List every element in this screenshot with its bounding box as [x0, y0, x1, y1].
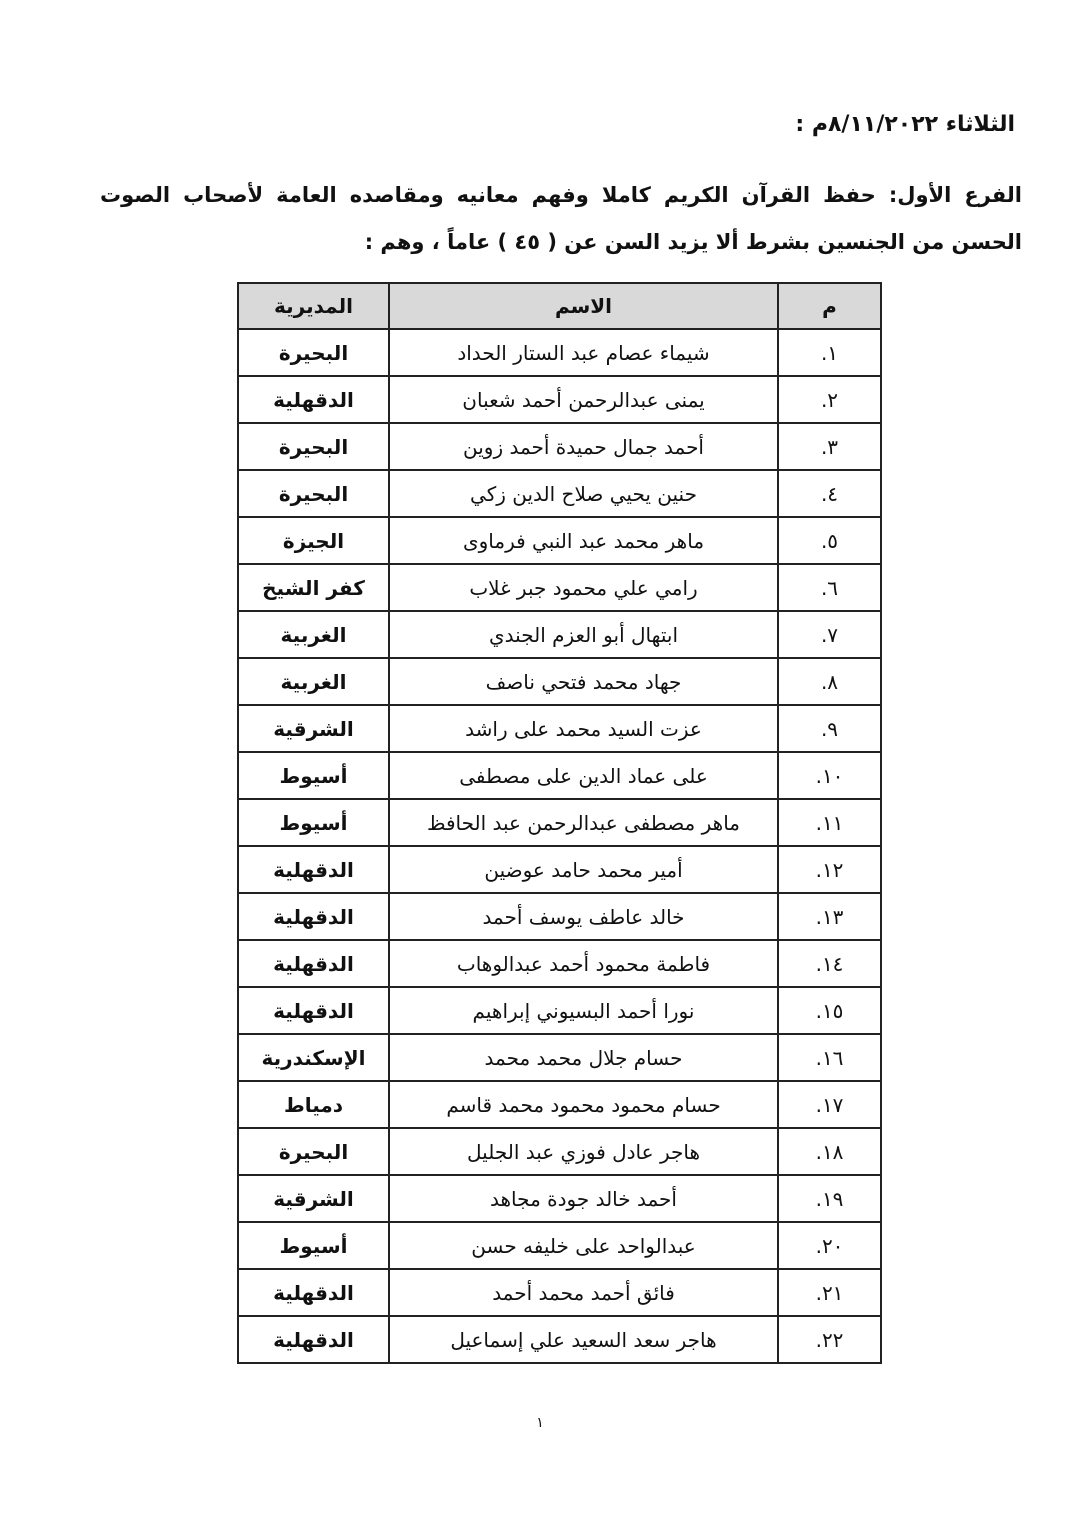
table-row — [238, 1081, 881, 1128]
header-num: م — [778, 283, 881, 329]
row-directorate: البحيرة — [238, 470, 389, 517]
table-row — [238, 1222, 881, 1269]
row-directorate: الدقهلية — [238, 376, 389, 423]
row-directorate: الدقهلية — [238, 940, 389, 987]
row-name: عزت السيد محمد على راشد — [389, 705, 778, 752]
row-directorate: البحيرة — [238, 329, 389, 376]
row-num: ١. — [778, 329, 881, 376]
row-name: ماهر محمد عبد النبي فرماوى — [389, 517, 778, 564]
row-num: ٢١. — [778, 1269, 881, 1316]
intro-paragraph: الفرع الأول: حفظ القرآن الكريم كاملا وفهم معانيه ومقاصده العامة لأصحاب الصوت الحسن من الجنسين بشرط ألا يزيد السن عن ( ٤٥ ) عاماً ، وهم : — [100, 183, 1022, 254]
row-name: عبدالواحد على خليفه حسن — [389, 1222, 778, 1269]
row-name: حسام محمود محمود محمد قاسم — [389, 1081, 778, 1128]
row-num: ٢٢. — [778, 1316, 881, 1363]
header-directorate: المديرية — [238, 283, 389, 329]
row-name: حنين يحيي صلاح الدين زكي — [389, 470, 778, 517]
row-num: ١٦. — [778, 1034, 881, 1081]
table-row — [238, 517, 881, 564]
date-heading: الثلاثاء ٨/١١/٢٠٢٢م : — [795, 112, 1015, 137]
row-directorate: الغربية — [238, 611, 389, 658]
table-row — [238, 376, 881, 423]
row-directorate: أسيوط — [238, 752, 389, 799]
table-row — [238, 752, 881, 799]
row-directorate: الجيزة — [238, 517, 389, 564]
row-num: ١٢. — [778, 846, 881, 893]
table-row — [238, 658, 881, 705]
row-name: حسام جلال محمد محمد — [389, 1034, 778, 1081]
table-row — [238, 705, 881, 752]
table-row — [238, 1269, 881, 1316]
row-name: ماهر مصطفى عبدالرحمن عبد الحافظ — [389, 799, 778, 846]
row-directorate: الدقهلية — [238, 1316, 389, 1363]
row-directorate: أسيوط — [238, 1222, 389, 1269]
participants-table — [237, 282, 882, 1364]
row-num: ٣. — [778, 423, 881, 470]
row-directorate: الشرقية — [238, 1175, 389, 1222]
row-num: ١١. — [778, 799, 881, 846]
row-name: هاجر عادل فوزي عبد الجليل — [389, 1128, 778, 1175]
row-name: جهاد محمد فتحي ناصف — [389, 658, 778, 705]
row-num: ٨. — [778, 658, 881, 705]
table-row — [238, 799, 881, 846]
table-row — [238, 846, 881, 893]
row-name: فائق أحمد محمد أحمد — [389, 1269, 778, 1316]
row-num: ٢. — [778, 376, 881, 423]
table-row — [238, 470, 881, 517]
row-num: ١٤. — [778, 940, 881, 987]
row-num: ١٥. — [778, 987, 881, 1034]
row-directorate: البحيرة — [238, 423, 389, 470]
row-directorate: الدقهلية — [238, 987, 389, 1034]
table-row — [238, 987, 881, 1034]
row-directorate: كفر الشيخ — [238, 564, 389, 611]
row-num: ١٧. — [778, 1081, 881, 1128]
row-name: فاطمة محمود أحمد عبدالوهاب — [389, 940, 778, 987]
table-row — [238, 423, 881, 470]
table-row — [238, 1316, 881, 1363]
row-directorate: البحيرة — [238, 1128, 389, 1175]
table-row — [238, 893, 881, 940]
row-directorate: دمياط — [238, 1081, 389, 1128]
row-num: ١٨. — [778, 1128, 881, 1175]
row-num: ٩. — [778, 705, 881, 752]
row-num: ١٣. — [778, 893, 881, 940]
row-directorate: الإسكندرية — [238, 1034, 389, 1081]
row-name: خالد عاطف يوسف أحمد — [389, 893, 778, 940]
table-row — [238, 611, 881, 658]
row-name: هاجر سعد السعيد علي إسماعيل — [389, 1316, 778, 1363]
row-num: ٥. — [778, 517, 881, 564]
page-number: ١ — [536, 1415, 544, 1431]
row-directorate: الشرقية — [238, 705, 389, 752]
row-name: نورا أحمد البسيوني إبراهيم — [389, 987, 778, 1034]
row-num: ٤. — [778, 470, 881, 517]
row-directorate: الغربية — [238, 658, 389, 705]
row-name: أمير محمد حامد عوضين — [389, 846, 778, 893]
row-num: ١٩. — [778, 1175, 881, 1222]
row-directorate: الدقهلية — [238, 893, 389, 940]
row-name: أحمد خالد جودة مجاهد — [389, 1175, 778, 1222]
row-num: ٦. — [778, 564, 881, 611]
row-num: ٢٠. — [778, 1222, 881, 1269]
row-name: رامي علي محمود جبر غلاب — [389, 564, 778, 611]
header-name: الاسم — [389, 283, 778, 329]
row-name: يمنى عبدالرحمن أحمد شعبان — [389, 376, 778, 423]
row-name: أحمد جمال حميدة أحمد زوين — [389, 423, 778, 470]
row-name: ابتهال أبو العزم الجندي — [389, 611, 778, 658]
row-name: على عماد الدين على مصطفى — [389, 752, 778, 799]
table-row — [238, 564, 881, 611]
row-directorate: الدقهلية — [238, 1269, 389, 1316]
table-row — [238, 1175, 881, 1222]
row-num: ١٠. — [778, 752, 881, 799]
table-row — [238, 940, 881, 987]
table-row — [238, 329, 881, 376]
row-directorate: أسيوط — [238, 799, 389, 846]
row-num: ٧. — [778, 611, 881, 658]
table-row — [238, 1034, 881, 1081]
row-directorate: الدقهلية — [238, 846, 389, 893]
row-name: شيماء عصام عبد الستار الحداد — [389, 329, 778, 376]
table-row — [238, 1128, 881, 1175]
table-header-row — [238, 283, 881, 329]
